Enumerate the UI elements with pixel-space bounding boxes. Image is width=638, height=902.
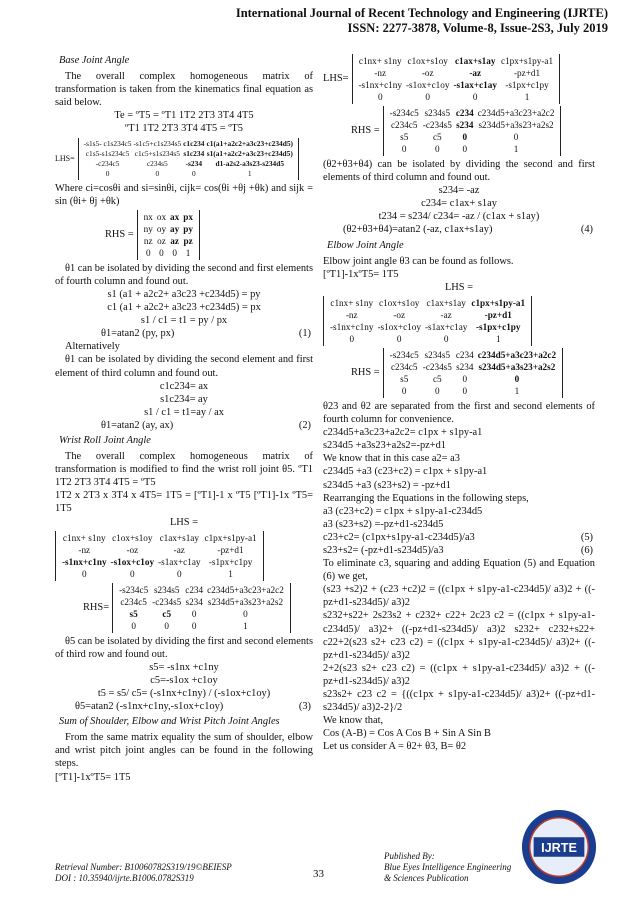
matrix-cell: c1px+s1py-a1 [500,56,554,66]
matrix-cell: -s1nx+c1ny [330,321,374,332]
equation: s234= -az [438,185,480,197]
matrix-cell: 0 [514,373,520,384]
matrix-cell: 1 [185,247,191,258]
matrix-cell: s234s5 [424,349,451,360]
matrix-cell: 0 [377,92,383,102]
matrix-row [117,608,286,620]
matrix-cell: -oz [393,309,406,320]
paragraph: We know that in this case a2= a3 [323,453,460,465]
matrix-cell: c1c234 [183,138,205,148]
matrix-cell: c5 [432,373,442,384]
matrix-cell: s1(a1+a2c2+a3c23+c234d5) [206,148,293,158]
matrix-cell: 0 [105,168,110,178]
right-column [323,52,595,753]
equation: θ1=atan2 (py, px) [101,328,175,340]
matrix-table [388,107,557,155]
matrix-cell: oz [157,235,166,246]
matrix-title: LHS = [444,281,474,293]
matrix-cell: s5 [400,373,409,384]
matrix-table [388,349,558,397]
matrix-cell: c234 [455,108,474,118]
rhs-matrix [105,210,313,260]
matrix-cell: 0 [349,333,355,344]
matrix-cell: c1(a1+a2c2+a3c23+c234d5) [206,138,294,148]
matrix-cell: 0 [513,132,519,142]
matrix-label: RHS = [351,125,380,137]
equation: s1 / c1 = t1=ay / ax [144,406,224,418]
matrix-cell: 0 [191,608,197,619]
matrix-cell: -s1ox+c1oy [405,80,450,90]
matrix-cell: -s234c5 [389,108,419,118]
equation: (s23 +s2)2 + (c23 +c2)2 = ((c1px + s1py-a1-c234d5)/ a3)2 + ((-pz+d1-s234d5)/ a3)2 [323,584,595,609]
matrix-label: RHS = [351,367,380,379]
matrix-cell: c1nx+ s1ny [62,532,106,543]
ijrte-logo [520,808,598,886]
equation: [ºT1]-1xºT5= 1T5 [323,268,399,280]
matrix-cell: 0 [191,620,197,631]
rhs-matrix [351,106,595,156]
matrix-table [83,139,294,179]
matrix-row [142,247,195,259]
matrix-table [117,584,286,632]
matrix-cell: 0 [401,144,407,154]
matrix-row [83,139,294,149]
equation-number: (2) [298,419,311,431]
matrix-row [60,532,259,544]
matrix-cell: -nz [78,544,91,555]
paragraph: 1T2 x 2T3 x 3T4 x 4T5= 1T5 = [ºT1]-1 x ºT5 [ºT1]-1x ºT5= 1T5 [55,490,313,515]
matrix-cell: 0 [401,385,407,396]
page-number: 33 [313,868,324,880]
matrix-cell: s234s5 [153,584,180,595]
matrix-cell: 0 [145,247,151,258]
matrix-cell: s5 [400,132,409,142]
matrix-cell: s234d5+a3s23+a2s2 [478,120,554,130]
matrix-cell: -az [173,544,185,555]
matrix-table [328,297,527,345]
journal-title: International Journal of Recent Technology and Engineering (IJRTE) [235,6,608,20]
matrix-cell: -s1ax+c1ay [453,80,497,90]
equation: s23s2+ c23 c2 = {((c1px + s1py-a1-c234d5)/ a3)2+ ((-pz+d1-s234d5)/ a3)2-2}/2 [323,689,595,714]
equation: c234d5+a3c23+a2c2= c1px + s1py-a1 [323,427,483,439]
matrix-cell: py [183,223,193,234]
matrix-cell: 0 [462,385,468,396]
matrix-cell: -s1ax+c1ay [158,556,201,567]
matrix-cell: 0 [425,92,430,102]
equation: c234= c1ax+ s1ay [421,198,497,210]
matrix-row [388,385,558,397]
lhs-matrix [55,531,313,581]
matrix-cell: c1c5+s1s234s5 [134,148,180,158]
matrix-cell: c5 [162,608,172,619]
matrix-cell: ax [170,211,180,222]
matrix-cell: d1-a2s2-a3s23-s234d5 [215,158,285,168]
matrix-cell: c1nx+ s1ny [358,56,402,66]
matrix-cell: c1ox+s1oy [379,297,420,308]
lhs-matrix [323,296,595,346]
rhs-matrix [351,348,595,398]
numbered-equation [55,419,313,432]
paragraph: θ23 and θ2 are separated from the first and second elements of fourth column for convenience. [323,400,595,426]
matrix-cell: c234c5 [120,596,147,607]
matrix-cell: 1 [495,333,501,344]
matrix-row [60,556,259,568]
matrix-cell: -oz [421,68,434,78]
matrix-cell: 0 [131,620,136,631]
matrix-cell: -s1ax+c1ay [424,321,468,332]
paragraph: We know that, [323,715,384,727]
matrix-cell: -c234s5 [422,361,452,372]
matrix-cell: 1 [524,92,530,102]
matrix-cell: s234d5+a3s23+a2s2 [478,361,556,372]
section-heading: Wrist Roll Joint Angle [59,434,151,446]
equation-number: (6) [580,544,593,556]
logo-text: IJRTE [541,840,577,855]
equation: c234d5 +a3 (c23+c2) = c1px + s1py-a1 [323,466,488,478]
matrix-cell: 0 [164,620,170,631]
matrix-cell: 0 [159,247,164,258]
matrix-cell: c234c5 [390,120,418,130]
paragraph: To eliminate c3, squaring and adding Equation (5) and Equation (6) we get, [323,558,595,583]
matrix-cell: c1nx+ s1ny [330,297,374,308]
matrix-cell: -s1nx+c1ny [62,556,107,567]
matrix-label: RHS= [83,602,110,614]
doi: DOI : 10.35940/ijrte.B1006.0782S319 [55,873,194,883]
matrix-row [388,349,558,361]
matrix-cell: -nz [345,309,358,320]
matrix-row [117,596,286,608]
matrix-cell: -s234c5 [119,584,149,595]
numbered-equation [323,544,595,557]
paragraph: Alternatively [65,341,120,353]
paragraph: Rearranging the Equations in the following steps, [323,492,529,504]
matrix-cell: 0 [462,144,468,154]
matrix-cell: -s1nx+c1ny [358,80,402,90]
paragraph: (θ2+θ3+θ4) can be isolated by dividing the second and first elements of third column and found out. [323,159,595,184]
matrix-cell: -s1px+c1py [208,556,253,567]
matrix-cell: nz [143,235,153,246]
matrix-cell: oy [156,223,167,234]
publisher-line: Blue Eyes Intelligence Engineering [384,862,512,872]
equation: Cos (A-B) = Cos A Cos B + Sin A Sin B [323,728,491,740]
matrix-row [388,361,558,373]
matrix-cell: pz [183,235,193,246]
matrix-cell: s234 [185,596,203,607]
matrix-row [357,79,556,91]
matrix-cell: 0 [472,92,478,102]
matrix-cell: -s1ox+c1oy [377,321,421,332]
equation: a3 (s23+s2) =-pz+d1-s234d5 [323,518,444,530]
matrix-cell: c234 [455,349,474,360]
matrix-cell: c1ax+s1ay [454,56,496,66]
matrix-row [142,235,195,247]
equation: a3 (c23+c2) = c1px + s1py-a1-c234d5 [323,505,483,517]
matrix-row [388,131,557,143]
matrix-row [328,333,527,345]
numbered-equation [323,223,595,236]
matrix-row [388,373,558,385]
matrix-row [83,149,294,159]
equation: s234d5 +a3 (s23+s2) = -pz+d1 [323,479,451,491]
equation: c1c234= ax [159,380,209,392]
equation: ºT1 1T2 2T3 3T4 4T5 = ºT5 [125,123,243,135]
journal-header [236,6,608,36]
equation: t5 = s5/ c5= (-s1nx+c1ny) / (-s1ox+c1oy) [97,688,271,699]
matrix-cell: -oz [126,544,139,555]
matrix-cell: 0 [462,373,468,384]
matrix-row [328,297,527,309]
matrix-cell: c234d5+a3c23+a2c2 [207,584,284,595]
matrix-cell: ay [170,223,180,234]
paragraph: The overall complex homogeneous matrix of transformation is modified to find the wrist roll joint θ5. ºT1 1T2 2T3 3T4 4T5 = ºT5 [55,451,313,489]
rhs-matrix [83,583,313,633]
matrix-cell: 1 [513,144,519,154]
equation: (θ2+θ3+θ4)=atan2 (-az, c1ax+s1ay) [343,224,493,236]
equation: θ5=atan2 (-s1nx+c1ny,-s1ox+c1oy) [75,701,224,713]
matrix-cell: s234 [456,120,474,130]
numbered-equation [55,700,313,713]
numbered-equation [323,531,595,544]
matrix-cell: c234c5 [390,361,418,372]
matrix-cell: 0 [435,385,440,396]
matrix-row [83,159,294,169]
equation: t234 = s234/ c234= -az / (c1ax + s1ay) [378,211,540,223]
matrix-cell: c234s5 [146,158,168,168]
equation-number: (5) [580,531,593,543]
retrieval-number: Retrieval Number: B10060782S319/19©BEIESP [55,862,232,872]
matrix-cell: 0 [155,168,160,178]
matrix-cell: c1px+s1py-a1 [471,297,526,308]
equation: c23+c2= (c1px+s1py-a1-c234d5)/a3 [323,531,475,543]
equation: s234d5 +a3s23+a2s2=-pz+d1 [323,440,447,452]
equation: s1 (a1 + a2c2+ a3c23 +c234d5) = py [107,288,261,300]
matrix-cell: -s1px+c1py [505,80,549,90]
matrix-cell: 1 [243,620,248,631]
matrix-cell: -s234c5 [389,349,419,360]
matrix-cell: 0 [243,608,248,619]
matrix-cell: -nz [374,68,387,78]
matrix-cell: -c234s5 [152,596,182,607]
numbered-equation [55,327,313,340]
matrix-cell: -az [440,309,452,320]
equation: θ1=atan2 (ay, ax) [101,419,174,431]
matrix-row [117,584,286,596]
matrix-row [83,169,294,179]
matrix-row [357,91,556,103]
equation-number: (4) [580,224,593,236]
matrix-cell: 0 [462,132,468,142]
paragraph: θ5 can be isolated by dividing the first and second elements of third row and found out. [55,635,313,660]
matrix-row [328,321,527,333]
equation: Let us consider A = θ2+ θ3, B= θ2 [323,741,467,753]
matrix-cell: s1c234 [183,148,205,158]
publisher-info [384,851,511,884]
matrix-cell: -pz+d1 [484,309,512,320]
matrix-cell: c1ox+s1oy [112,532,153,543]
matrix-title: LHS = [169,516,199,528]
matrix-cell: 0 [176,568,182,579]
matrix-row [388,119,557,131]
lhs-matrix [323,54,595,104]
matrix-cell: s234 [456,361,474,372]
matrix-cell: c1ox+s1oy [407,56,448,66]
equation: 2+2(s23 s2+ c23 c2) = ((c1px + s1py-a1-c234d5)/ a3)2 + ((-pz+d1-s234d5)/ a3)2 [323,662,595,687]
matrix-cell: c1px+s1py-a1 [204,532,257,543]
paragraph: The overall complex homogeneous matrix of transformation is taken from the kinematics final equation as said below. [55,71,313,109]
matrix-label: LHS= [323,73,349,85]
lhs-matrix [55,138,313,180]
matrix-cell: c234d5+a3c23+a2c2 [477,108,555,118]
paragraph: θ1 can be isolated by dividing the second element and first element of third column and found out. [55,354,313,379]
matrix-cell: -s234 [185,158,203,168]
equation-number: (1) [298,328,311,340]
matrix-cell: ny [143,223,153,234]
matrix-cell: -c234c5 [95,158,120,168]
matrix-cell: s5 [129,608,138,619]
matrix-cell: nx [143,211,153,222]
matrix-cell: 1 [247,168,252,178]
matrix-row [388,107,557,119]
matrix-cell: 1 [514,385,520,396]
matrix-cell: az [170,235,179,246]
paragraph: Where ci=cosθi and si=sinθi, cijk= cos(θi +θj +θk) and sijk = sin (θi+ θj +θk) [55,182,313,207]
publisher-line: Published By: [384,851,435,861]
equation: s1c234= ay [160,393,208,405]
matrix-row [357,67,556,79]
matrix-row [117,620,286,632]
matrix-row [388,143,557,155]
matrix-table [60,532,259,580]
matrix-row [357,55,556,67]
section-heading: Sum of Shoulder, Elbow and Wrist Pitch Joint Angles [59,716,280,728]
matrix-cell: -pz+d1 [217,544,244,555]
matrix-row [142,211,195,223]
matrix-label: LHS= [55,154,75,164]
section-heading: Base Joint Angle [59,55,130,66]
equation: s232+s22+ 2s23s2 + c232+ c22+ 2c23 c2 = ((c1px + s1py-a1-c234d5)/ a3)2+ ((-pz+d1-s234d5)/ a3)2 s232+ c232+s22+ c22+2(s23 s2+ c23 c2) = ((c1px + s1py-a1-c234d5)/ a3)2+ ((-pz+d1-s234d5)/ a3)2 [323,610,595,661]
matrix-cell: c5 [432,132,442,142]
matrix-cell: -s1ox+c1oy [110,556,155,567]
matrix-cell: 1 [228,568,233,579]
matrix-cell: -s1px+c1py [475,321,521,332]
matrix-cell: c1ax+s1ay [426,297,466,308]
matrix-cell: s234d5+a3s23+a2s2 [207,596,284,607]
equation: s5= -s1nx +c1ny [149,661,219,673]
paragraph: θ1 can be isolated by dividing the second and first elements of fourth column and found out. [55,262,313,287]
matrix-cell: -s1s5- c1s234c5 [83,138,132,148]
section-heading: Elbow Joint Angle [327,239,404,251]
matrix-table [142,211,195,259]
matrix-cell: 0 [81,568,87,579]
matrix-cell: -pz+d1 [513,68,541,78]
matrix-row [60,544,259,556]
matrix-cell: px [183,211,193,222]
matrix-cell: ox [156,211,167,222]
equation: s1 / c1 = t1 = py / px [140,315,228,327]
matrix-cell: s234s5 [424,108,451,118]
matrix-cell: 0 [130,568,135,579]
matrix-cell: -az [469,68,482,78]
matrix-cell: c1ax+s1ay [159,532,199,543]
paragraph: From the same matrix equality the sum of shoulder, elbow and wrist pitch joint angles can be found in the following steps. [55,732,313,770]
matrix-label: RHS = [105,229,134,241]
equation: [ºT1]-1xºT5= 1T5 [55,771,131,783]
matrix-cell: c234d5+a3c23+a2c2 [477,349,557,360]
matrix-cell: -s1c5+c1s234s5 [133,138,182,148]
retrieval-info [55,862,232,884]
matrix-cell: 0 [396,333,402,344]
matrix-row [142,223,195,235]
publisher-line: & Sciences Publication [384,873,469,883]
journal-issn: ISSN: 2277-3878, Volume-8, Issue-2S3, July 2019 [347,21,608,35]
equation: c1 (a1 + a2c2+ a3c23 +c234d5) = px [107,302,261,314]
left-column [55,52,313,784]
matrix-table [357,55,556,103]
equation: c5=-s1ox +c1oy [150,674,218,686]
matrix-row [328,309,527,321]
equation-number: (3) [298,701,311,713]
matrix-cell: c1s5-s1s234c5 [85,148,130,158]
matrix-cell: -c234s5 [422,120,452,130]
matrix-row [60,568,259,580]
matrix-cell: 0 [172,247,177,258]
matrix-cell: 0 [435,144,440,154]
matrix-cell: c234 [185,584,204,595]
paragraph: Elbow joint angle θ3 can be found as follows. [323,255,514,267]
matrix-cell: 0 [443,333,449,344]
equation: Te = ºT5 = ºT1 1T2 2T3 3T4 4T5 [114,110,254,122]
matrix-cell: 0 [191,168,196,178]
equation: s23+s2= (-pz+d1-s234d5)/a3 [323,544,444,556]
